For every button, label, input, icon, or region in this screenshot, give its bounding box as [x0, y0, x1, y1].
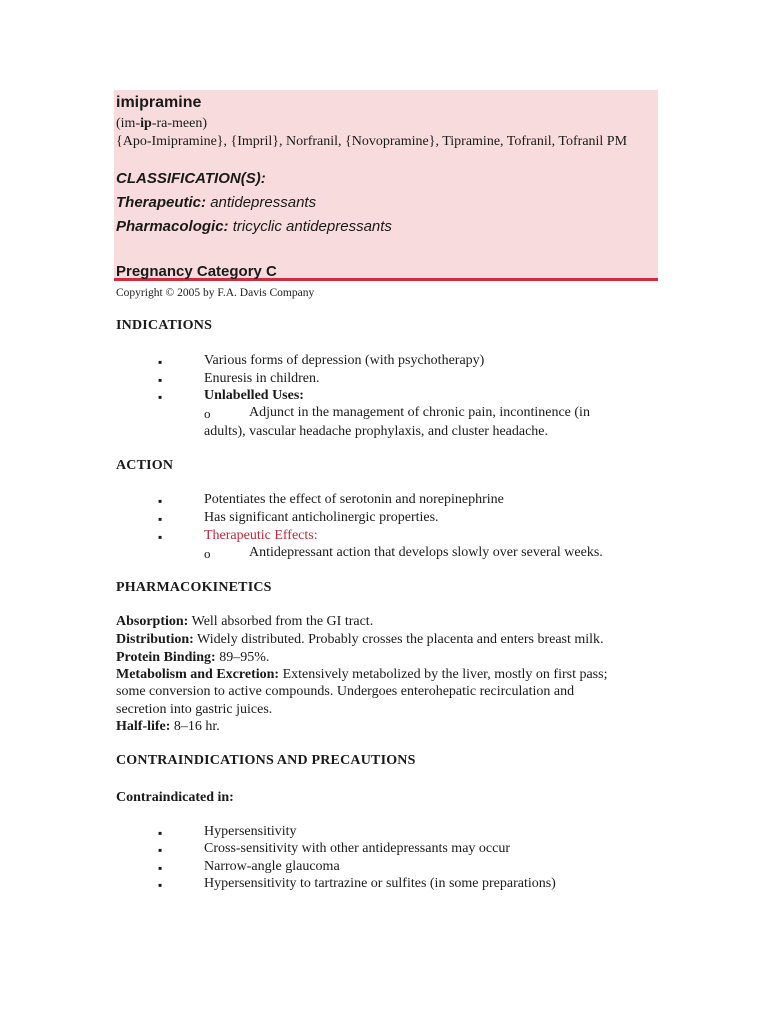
bullet: ▪ [158, 373, 163, 387]
list-item: Potentiates the effect of serotonin and norepinephrine [204, 492, 504, 507]
brand-names: {Apo-Imipramine}, {Impril}, Norfranil, {Novopramine}, Tipramine, Tofranil, Tofranil PM [116, 134, 628, 149]
distribution-line: Distribution: Widely distributed. Probably crosses the placenta and enters breast milk. [116, 632, 604, 647]
classification-heading: CLASSIFICATION(S): [116, 170, 266, 187]
bullet: ▪ [158, 843, 163, 857]
therapeutic-class: Therapeutic: antidepressants [116, 194, 317, 211]
list-item: Hypersensitivity [204, 824, 297, 839]
metabolism-line-2: some conversion to active compounds. Undergoes enterohepatic recirculation and [116, 684, 575, 699]
absorption-line: Absorption: Well absorbed from the GI tract. [116, 614, 374, 629]
copyright-notice: Copyright © 2005 by F.A. Davis Company [116, 287, 315, 299]
bullet: ▪ [158, 390, 163, 404]
pregnancy-category: Pregnancy Category C [116, 263, 277, 280]
unlabelled-uses-label: Unlabelled Uses: [204, 388, 304, 403]
protein-binding-line: Protein Binding: 89–95%. [116, 650, 270, 665]
bullet: ▪ [158, 878, 163, 892]
list-item: Enuresis in children. [204, 371, 320, 386]
action-heading: ACTION [116, 458, 174, 473]
sub-bullet: o [204, 406, 211, 421]
half-life-line: Half-life: 8–16 hr. [116, 719, 220, 734]
contraindicated-in-label: Contraindicated in: [116, 790, 234, 805]
sub-bullet: o [204, 546, 211, 561]
list-item: Has significant anticholinergic properties. [204, 510, 439, 525]
list-item: Hypersensitivity to tartrazine or sulfites (in some preparations) [204, 876, 556, 891]
pharmacologic-class: Pharmacologic: tricyclic antidepressants [116, 218, 392, 235]
bullet: ▪ [158, 826, 163, 840]
bullet: ▪ [158, 512, 163, 526]
contraindications-heading: CONTRAINDICATIONS AND PRECAUTIONS [116, 753, 416, 768]
list-item: Various forms of depression (with psychotherapy) [204, 353, 485, 368]
metabolism-line: Metabolism and Excretion: Extensively metabolized by the liver, mostly on first pass; [116, 667, 608, 682]
bullet: ▪ [158, 530, 163, 544]
pronunciation: (im-ip-ra-meen) [116, 116, 207, 131]
pharmacokinetics-heading: PHARMACOKINETICS [116, 580, 272, 595]
drug-title: imipramine [116, 94, 202, 111]
bullet: ▪ [158, 494, 163, 508]
list-item: Cross-sensitivity with other antidepressants may occur [204, 841, 510, 856]
bullet: ▪ [158, 355, 163, 369]
metabolism-line-3: secretion into gastric juices. [116, 702, 273, 717]
list-item: Adjunct in the management of chronic pain, incontinence (in [249, 405, 590, 420]
indications-heading: INDICATIONS [116, 318, 213, 333]
bullet: ▪ [158, 861, 163, 875]
therapeutic-effects-label: Therapeutic Effects: [204, 528, 318, 543]
list-item-continuation: adults), vascular headache prophylaxis, and cluster headache. [204, 424, 549, 439]
list-item: Narrow-angle glaucoma [204, 859, 340, 874]
list-item: Antidepressant action that develops slowly over several weeks. [249, 545, 603, 560]
